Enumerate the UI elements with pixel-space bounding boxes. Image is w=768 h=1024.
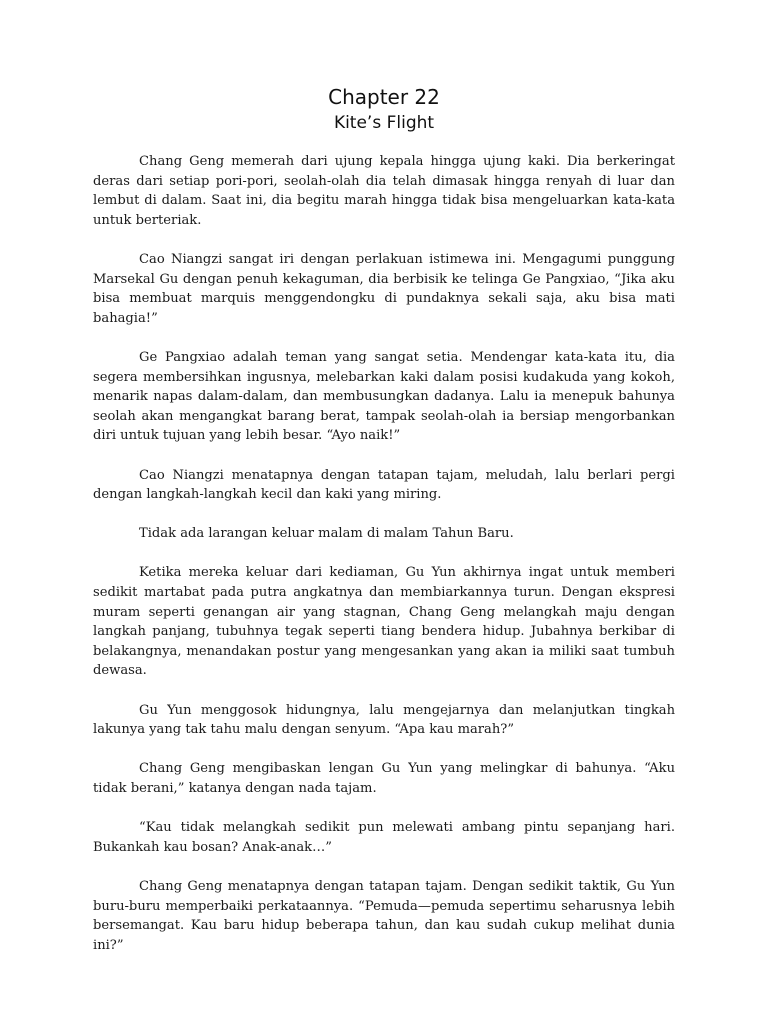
paragraph: Chang Geng menatapnya dengan tatapan tajam. Dengan sedikit taktik, Gu Yun buru-buru memperbaiki perkataannya. “Pemuda—pemuda sepertimu seharusnya lebih bersemangat. Kau baru hidup beberapa tahun, dan kau sudah cukup melihat dunia ini?” bbox=[93, 878, 675, 953]
paragraph: Cao Niangzi menatapnya dengan tatapan tajam, meludah, lalu berlari pergi dengan langkah-langkah kecil dan kaki yang miring. bbox=[93, 467, 675, 503]
chapter-subtitle: Kite’s Flight bbox=[333, 113, 435, 133]
paragraph: Gu Yun menggosok hidungnya, lalu mengejarnya dan melanjutkan tingkah lakunya yang tak tahu malu dengan senyum. “Apa kau marah?” bbox=[93, 702, 675, 738]
paragraph: Chang Geng mengibaskan lengan Gu Yun yang melingkar di bahunya. “Aku tidak berani,” katanya dengan nada tajam. bbox=[93, 761, 675, 796]
chapter-title: Chapter 22 bbox=[328, 85, 440, 109]
paragraph: “Kau tidak melangkah sedikit pun melewati ambang pintu sepanjang hari. Bukankah kau bosan? Anak-anak…” bbox=[93, 820, 675, 855]
paragraph: Ketika mereka keluar dari kediaman, Gu Yun akhirnya ingat untuk memberi sedikit martabat pada putra angkatnya dan membiarkannya turun. Dengan ekspresi muram seperti genangan air yang stagnan, Chang Geng melangkah maju dengan langkah panjang, tubuhnya tegak seperti tiang bendera hidup. Jubahnya berkibar di belakangnya, menandakan postur yang mengesankan yang akan ia miliki saat tumbuh dewasa. bbox=[93, 565, 675, 679]
paragraph: Chang Geng memerah dari ujung kepala hingga ujung kaki. Dia berkeringat deras dari setiap pori-pori, seolah-olah dia telah dimasak hingga renyah di luar dan lembut di dalam. Saat ini, dia begitu marah hingga tidak bisa mengeluarkan kata-kata untuk berteriak. bbox=[93, 154, 675, 228]
paragraph: Cao Niangzi sangat iri dengan perlakuan istimewa ini. Mengagumi punggung Marsekal Gu dengan penuh kekaguman, dia berbisik ke telinga Ge Pangxiao, “Jika aku bisa membuat marquis menggendongku di pundaknya sekali saja, aku bisa mati bahagia!” bbox=[93, 251, 675, 326]
paragraph: Ge Pangxiao adalah teman yang sangat setia. Mendengar kata-kata itu, dia segera membersihkan ingusnya, melebarkan kaki dalam posisi kudakuda yang kokoh, menarik napas dalam-dalam, dan membusungkan dadanya. Lalu ia menepuk bahunya seolah akan mengangkat barang berat, tampak seolah-olah ia bersiap mengorbankan diri untuk tujuan yang lebih besar. “Ayo naik!” bbox=[93, 349, 675, 444]
paragraph: Tidak ada larangan keluar malam di malam Tahun Baru. bbox=[139, 526, 514, 542]
chapter-body bbox=[93, 152, 675, 975]
